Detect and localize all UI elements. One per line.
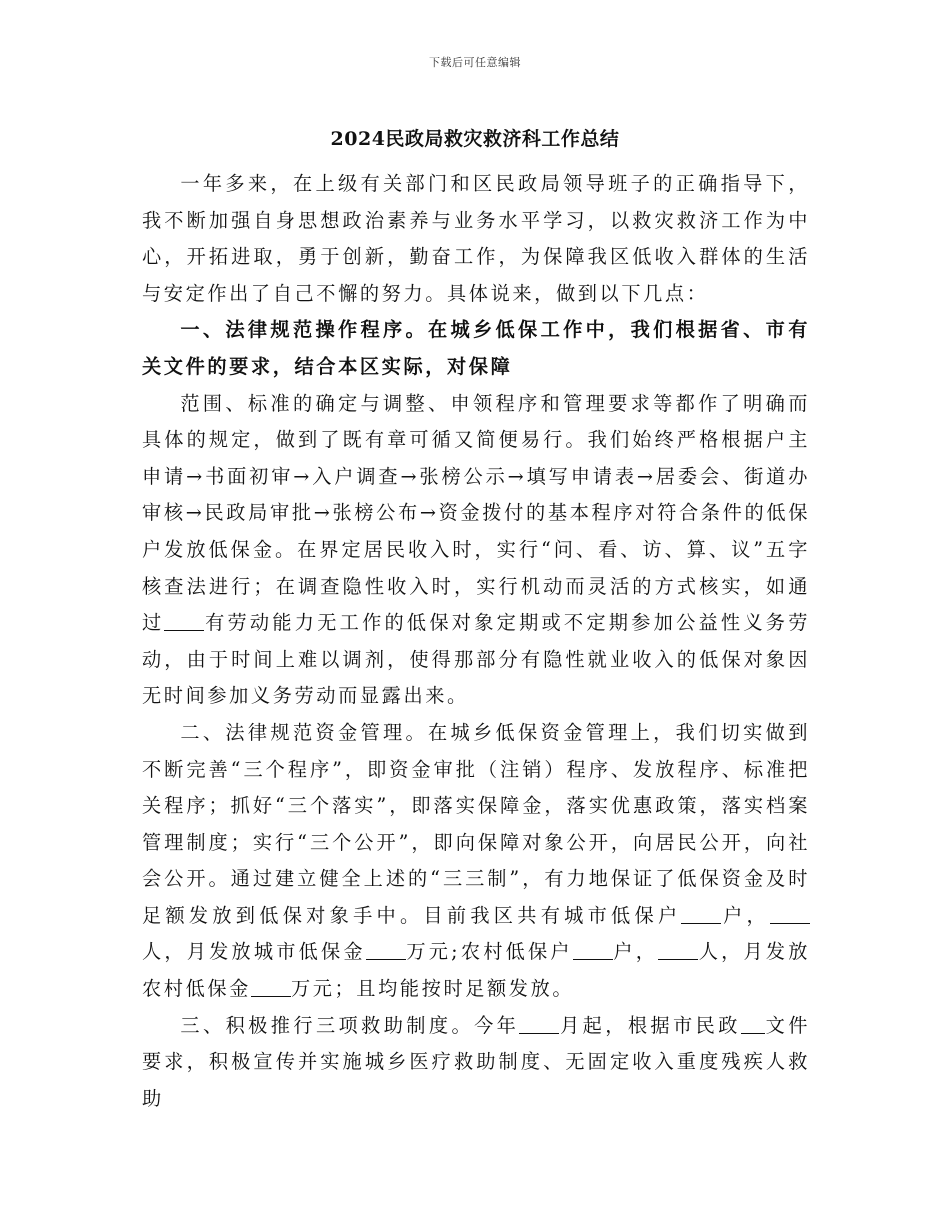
paragraph-heading-one — [142, 312, 810, 385]
paragraph-funds-text-f: 人，月发放农村低保金 — [142, 940, 810, 1001]
fill-blank — [658, 940, 698, 960]
paragraph-assistance-text-b: 月起，根据市民政 — [559, 1013, 741, 1037]
paragraph-procedure — [142, 386, 810, 715]
paragraph-intro-text: 一年多来，在上级有关部门和区民政局领导班子的正确指导下，我不断加强自身思想政治素养与业务水平学习，以救灾救济工作为中心，开拓进取，勇于创新，勤奋工作，为保障我区低收入群体的生活与安定作出了自己不懈的努力。具体说来，做到以下几点： — [142, 172, 810, 305]
paragraph-funds-text-b: 户， — [721, 903, 770, 927]
paragraph-assistance-text-c: 文件要求，积极宣传并实施城乡医疗救助制度、无固定收入重度残疾人救助 — [142, 1013, 810, 1110]
fill-blank — [770, 904, 810, 924]
fill-blank — [741, 1013, 765, 1033]
document-title: 2024民政局救灾救济科工作总结 — [330, 128, 620, 150]
paragraph-funds-text-e: 户， — [612, 940, 659, 964]
paragraph-funds-text-g: 万元；且均能按时足额发放。 — [290, 977, 575, 1001]
paragraph-assistance-text-a: 三、积极推行三项救助制度。今年 — [180, 1013, 520, 1037]
paragraph-funds-text-c: 人，月发放城市低保金 — [142, 940, 366, 964]
paragraph-funds-text-d: 万元;农村低保户 — [405, 940, 573, 964]
document-body — [142, 166, 810, 1117]
fill-blank — [366, 940, 406, 960]
fill-blank — [164, 611, 204, 631]
fill-blank — [681, 904, 721, 924]
header-note: 下载后可任意编辑 — [429, 56, 521, 69]
paragraph-assistance — [142, 1008, 810, 1118]
paragraph-heading-one-text: 一、法律规范操作程序。在城乡低保工作中，我们根据省、市有关文件的要求，结合本区实际，对保障 — [142, 318, 810, 378]
fill-blank — [573, 940, 613, 960]
paragraph-funds — [142, 715, 810, 1008]
paragraph-funds-text-a: 二、法律规范资金管理。在城乡低保资金管理上，我们切实做到不断完善“三个程序”，即资金审批（注销）程序、发放程序、标准把关程序；抓好“三个落实”，即落实保障金，落实优惠政策，落实档案管理制度；实行“三个公开”，即向保障对象公开，向居民公开，向社会公开。通过建立健全上述的“三三制”，有力地保证了低保资金及时足额发放到低保对象手中。目前我区共有城市低保户 — [142, 720, 810, 927]
paragraph-procedure-text-a: 范围、标准的确定与调整、申领程序和管理要求等都作了明确而具体的规定，做到了既有章可循又简便易行。我们始终严格根据户主申请→书面初审→入户调查→张榜公示→填写申请表→居委会、街道办审核→民政局审批→张榜公布→资金拨付的基本程序对符合条件的低保户发放低保金。在界定居民收入时，实行“问、看、访、算、议”五字核查法进行；在调查隐性收入时，实行机动而灵活的方式核实，如通过 — [142, 391, 810, 635]
fill-blank — [251, 977, 291, 997]
paragraph-intro — [142, 166, 810, 312]
fill-blank — [519, 1013, 559, 1033]
paragraph-procedure-text-b: 有劳动能力无工作的低保对象定期或不定期参加公益性义务劳动，由于时间上难以调剂，使得那部分有隐性就业收入的低保对象因无时间参加义务劳动而显露出来。 — [142, 611, 810, 708]
